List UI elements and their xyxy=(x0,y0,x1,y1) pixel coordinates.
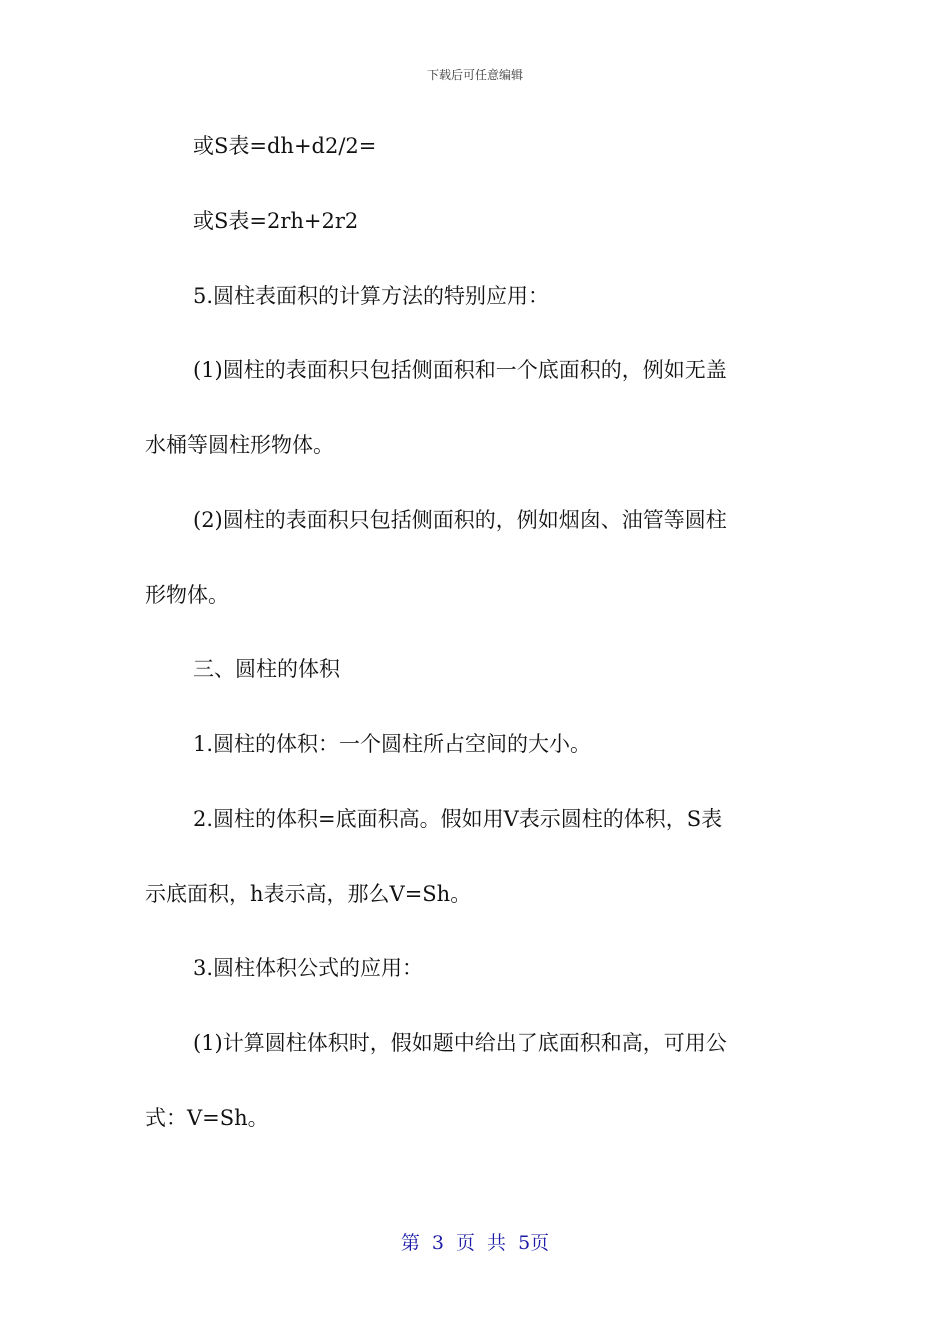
body-line: 或S表=dh+d2/2= xyxy=(193,134,377,158)
body-line: (1)圆柱的表面积只包括侧面积和一个底面积的，例如无盖 xyxy=(193,358,727,382)
body-line: 2.圆柱的体积=底面积高。假如用V表示圆柱的体积，S表 xyxy=(193,807,723,831)
body-line: 3.圆柱体积公式的应用： xyxy=(193,956,424,980)
body-line: 1.圆柱的体积：一个圆柱所占空间的大小。 xyxy=(193,732,592,756)
body-line: (1)计算圆柱体积时，假如题中给出了底面积和高，可用公 xyxy=(193,1031,727,1055)
body-line: 示底面积，h表示高，那么V=Sh。 xyxy=(145,882,472,906)
page-footer: 第 3 页 共 5页 xyxy=(400,1232,550,1254)
page-header: 下载后可任意编辑 xyxy=(426,68,523,82)
body-line: 式：V=Sh。 xyxy=(145,1106,269,1130)
body-line: (2)圆柱的表面积只包括侧面积的，例如烟囱、油管等圆柱 xyxy=(193,508,727,532)
section-heading: 三、圆柱的体积 xyxy=(193,657,340,681)
body-line: 5.圆柱表面积的计算方法的特别应用： xyxy=(193,284,550,308)
body-line: 形物体。 xyxy=(145,583,229,607)
body-line: 或S表=2rh+2r2 xyxy=(193,209,359,233)
body-line: 水桶等圆柱形物体。 xyxy=(145,433,334,457)
